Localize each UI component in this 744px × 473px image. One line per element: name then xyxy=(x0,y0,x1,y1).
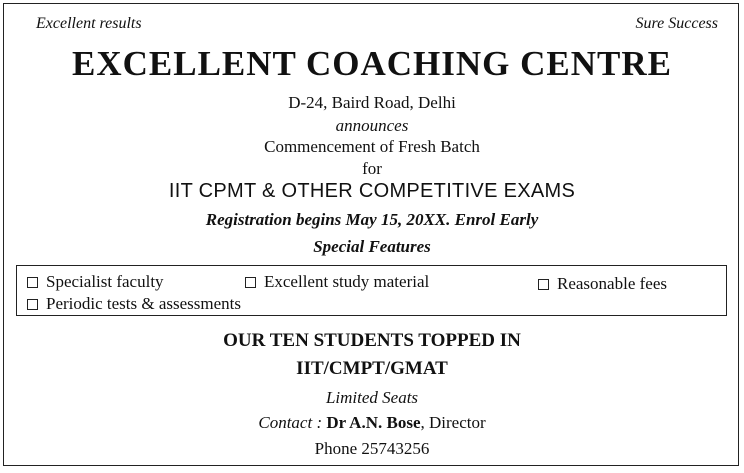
contact-name: Dr A.N. Bose xyxy=(326,413,421,432)
phone-number: Phone 25743256 xyxy=(314,439,430,458)
checkbox-icon xyxy=(245,277,256,288)
feature-item xyxy=(27,272,164,292)
feature-label: Periodic tests & assessments xyxy=(46,294,242,313)
commencement-text: Commencement of Fresh Batch xyxy=(264,137,480,156)
for-text: for xyxy=(362,159,382,178)
feature-label: Specialist faculty xyxy=(46,272,164,291)
special-features-heading: Special Features xyxy=(313,237,431,256)
topped-line-1: OUR TEN STUDENTS TOPPED IN xyxy=(223,330,521,351)
registration-text: Registration begins May 15, 20XX. Enrol Early xyxy=(205,210,539,229)
tagline-right: Sure Success xyxy=(635,15,718,32)
checkbox-icon xyxy=(538,279,549,290)
checkbox-icon xyxy=(27,277,38,288)
centre-title: EXCELLENT COACHING CENTRE xyxy=(71,44,673,83)
topped-line-2: IIT/CMPT/GMAT xyxy=(296,358,448,379)
address: D-24, Baird Road, Delhi xyxy=(288,93,456,112)
feature-item xyxy=(538,274,667,294)
tagline-left: Excellent results xyxy=(36,15,142,32)
limited-seats-text: Limited Seats xyxy=(325,388,419,407)
checkbox-icon xyxy=(27,299,38,310)
announces-text: announces xyxy=(335,116,409,135)
contact-label: Contact : xyxy=(258,413,323,432)
feature-item xyxy=(245,272,429,292)
exams-heading: IIT CPMT & OTHER COMPETITIVE EXAMS xyxy=(168,180,576,202)
contact-line xyxy=(0,413,744,433)
contact-role: , Director xyxy=(420,413,486,432)
feature-item xyxy=(27,294,241,314)
feature-label: Excellent study material xyxy=(264,272,430,291)
feature-label: Reasonable fees xyxy=(557,274,667,293)
